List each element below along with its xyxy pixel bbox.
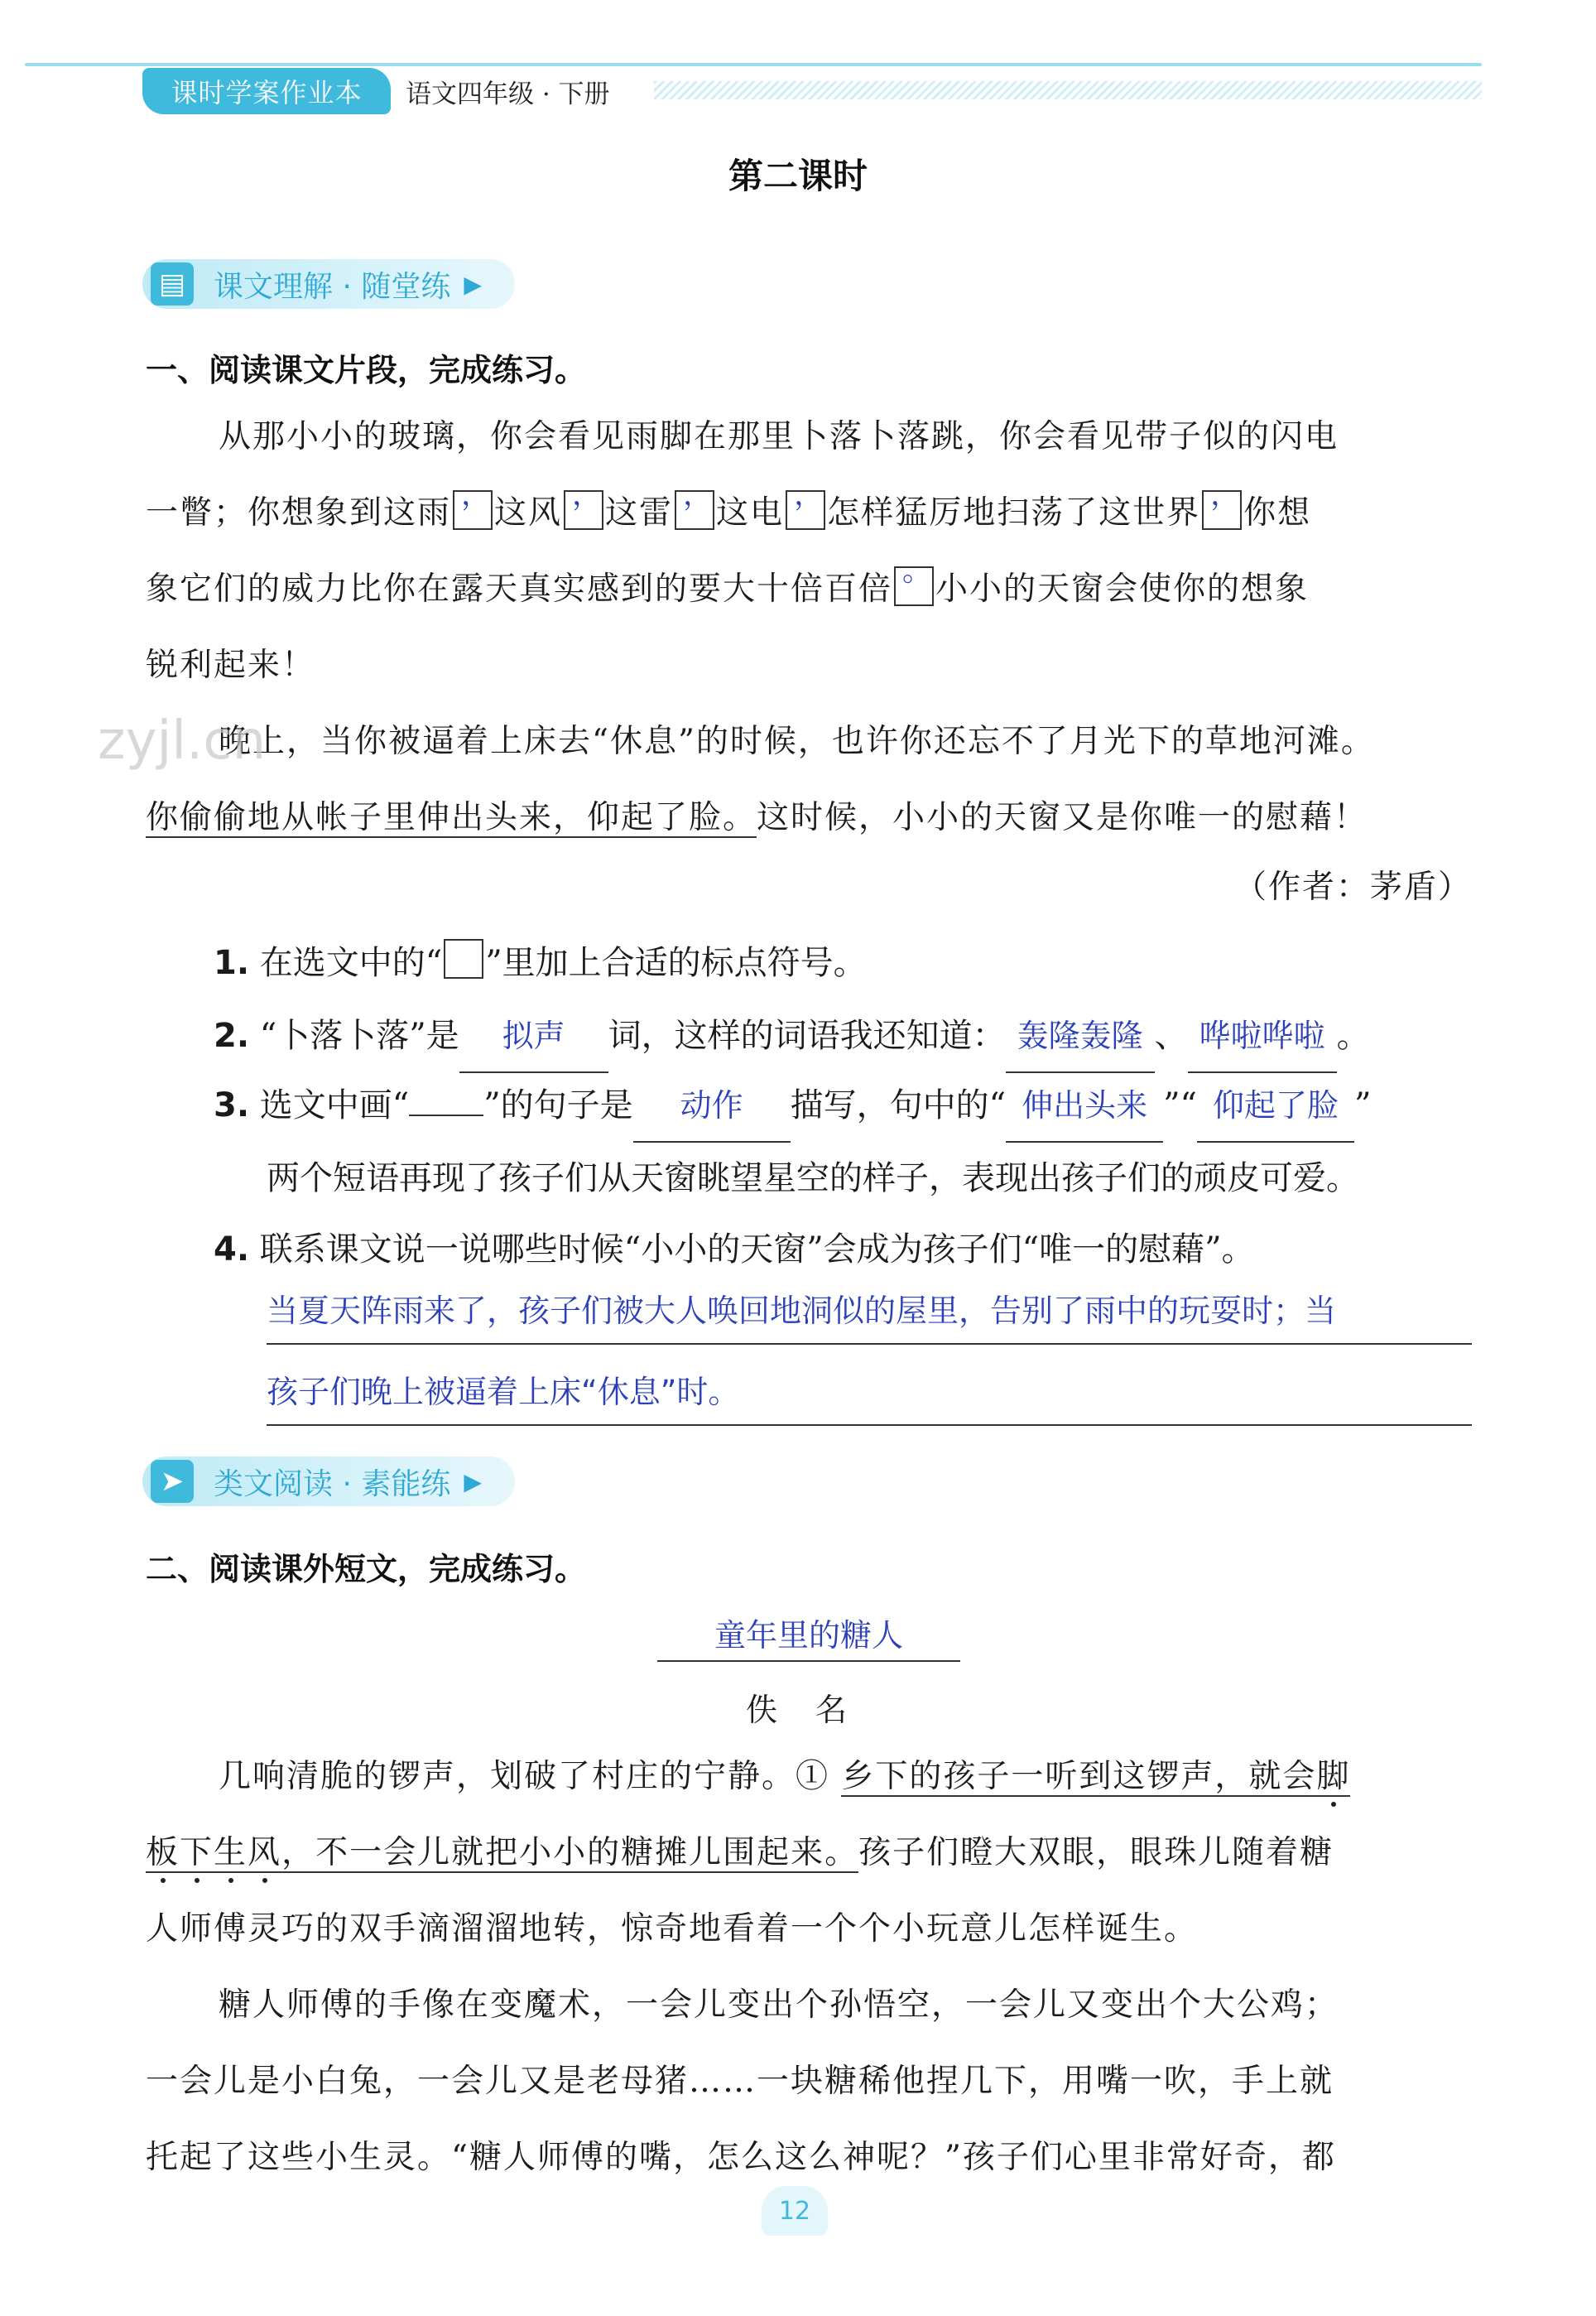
passage-line: 糖人师傅的手像在变魔术，一会儿变出个孙悟空，一会儿又变出个大公鸡； [219,1986,1339,2024]
question-1: 1. 在选文中的“ ”里加上合适的标点符号。 [214,927,867,999]
punct-box[interactable]: ， [1202,490,1242,530]
answer-blank[interactable]: 拟声 [459,1000,608,1073]
section-2-label: 类文阅读 · 素能练 [214,1466,451,1501]
underlined-sentence: 你偷偷地从帐子里伸出头来，仰起了脸。 [146,799,757,836]
q2-passage-1 [146,1739,1470,1967]
punct-box[interactable]: ， [786,490,825,530]
header-subtitle: 语文四年级 · 下册 [406,79,610,109]
passage-line: 一瞥；你想象到这雨 ， 这风 ， 这雷 ， 这电 ， 怎样猛厉地扫荡了这世界 ， 你想 [146,478,1312,532]
punct-box[interactable]: 。 [894,566,934,606]
book-icon: ▤ [151,262,194,306]
author-credit: （作者：茅盾） [1233,869,1472,906]
story-author: 佚 名 [745,1692,850,1728]
play-icon: ▶ [464,1467,482,1495]
passage-line: 锐利起来！ [146,647,316,684]
underline-sample [409,1090,483,1116]
header-stripes [654,81,1482,99]
answer-line[interactable]: 孩子们晚上被逼着上床“休息”时。 [267,1366,1472,1426]
play-icon: ▶ [464,270,482,298]
q2-passage-2 [146,1967,1470,2196]
passage-line: 象它们的威力比你在露天真实感到的要大十倍百倍 。 小小的天窗会使你的想象 [146,554,1310,608]
story-title-line[interactable] [657,1610,960,1662]
paper-plane-icon: ➤ [151,1460,194,1503]
punct-box[interactable]: ， [564,490,603,530]
answer-blank[interactable]: 动作 [633,1070,791,1143]
section-header-1 [142,258,515,310]
question-2: 2. “卜落卜落”是 拟声 词，这样的词语我还知道： 轰隆轰隆 、 哗啦哗啦 。 [214,1000,1370,1073]
page-title: 第二课时 [728,156,868,196]
passage-line: 几响清脆的锣声，划破了村庄的宁静。① 乡下的孩子一听到这锣声，就会脚 [219,1758,1351,1795]
header-tab: 课时学案作业本 [142,68,391,114]
answer-blank[interactable]: 哗啦哗啦 [1188,1000,1337,1073]
question-4: 4. 联系课文说一说哪些时候“小小的天窗”会成为孩子们“唯一的慰藉”。 [214,1230,1255,1269]
passage-line: 从那小小的玻璃，你会看见雨脚在那里卜落卜落跳，你会看见带子似的闪电 [219,418,1339,455]
watermark: zyjl.cn [98,710,267,772]
answer-blank[interactable]: 伸出头来 [1006,1070,1163,1143]
page-number: 12 [762,2186,828,2236]
punct-box[interactable]: ， [675,490,714,530]
passage-line: 你偷偷地从帐子里伸出头来，仰起了脸。这时候，小小的天窗又是你唯一的慰藉！ [146,799,1368,836]
answer-line[interactable]: 当夏天阵雨来了，孩子们被大人唤回地洞似的屋里，告别了雨中的玩耍时；当 [267,1285,1472,1345]
box-symbol [444,939,483,979]
q1-heading: 一、阅读课文片段，完成练习。 [146,352,587,388]
question-3-line-2: 两个短语再现了孩子们从天窗眺望星空的样子，表现出孩子们的顽皮可爱。 [267,1159,1359,1197]
dotted-phrase: 板下生风 [146,1834,282,1871]
passage-line: 人师傅灵巧的双手滴溜溜地转，惊奇地看着一个个小玩意儿怎样诞生。 [146,1910,1199,1948]
q1-passage-1 [146,399,1470,704]
section-header-2 [142,1456,515,1507]
passage-line: 板下生风，不一会儿就把小小的糖摊儿围起来。孩子们瞪大双眼，眼珠儿随着糖 [146,1834,1334,1871]
question-3: 3. 选文中画“ ”的句子是 动作 描写，句中的“ 伸出头来 ”“ 仰起了脸 ” [214,1070,1371,1143]
section-1-label: 课文理解 · 随堂练 [214,269,451,304]
answer-blank[interactable]: 仰起了脸 [1197,1070,1354,1143]
answer-blank[interactable]: 轰隆轰隆 [1006,1000,1155,1073]
passage-line: 一会儿是小白兔，一会儿又是老母猪……一块糖稀他捏几下，用嘴一吹，手上就 [146,2063,1334,2100]
q1-passage-2 [146,704,1470,856]
q2-heading: 二、阅读课外短文，完成练习。 [146,1551,587,1587]
header-rule [25,63,1482,66]
passage-line: 托起了这些小生灵。“糖人师傅的嘴，怎么这么神呢？”孩子们心里非常好奇，都 [146,2139,1336,2176]
story-title: 童年里的糖人 [714,1617,903,1654]
passage-line: 晚上，当你被逼着上床去“休息”的时候，也许你还忘不了月光下的草地河滩。 [219,723,1375,760]
punct-box[interactable]: ， [453,490,493,530]
